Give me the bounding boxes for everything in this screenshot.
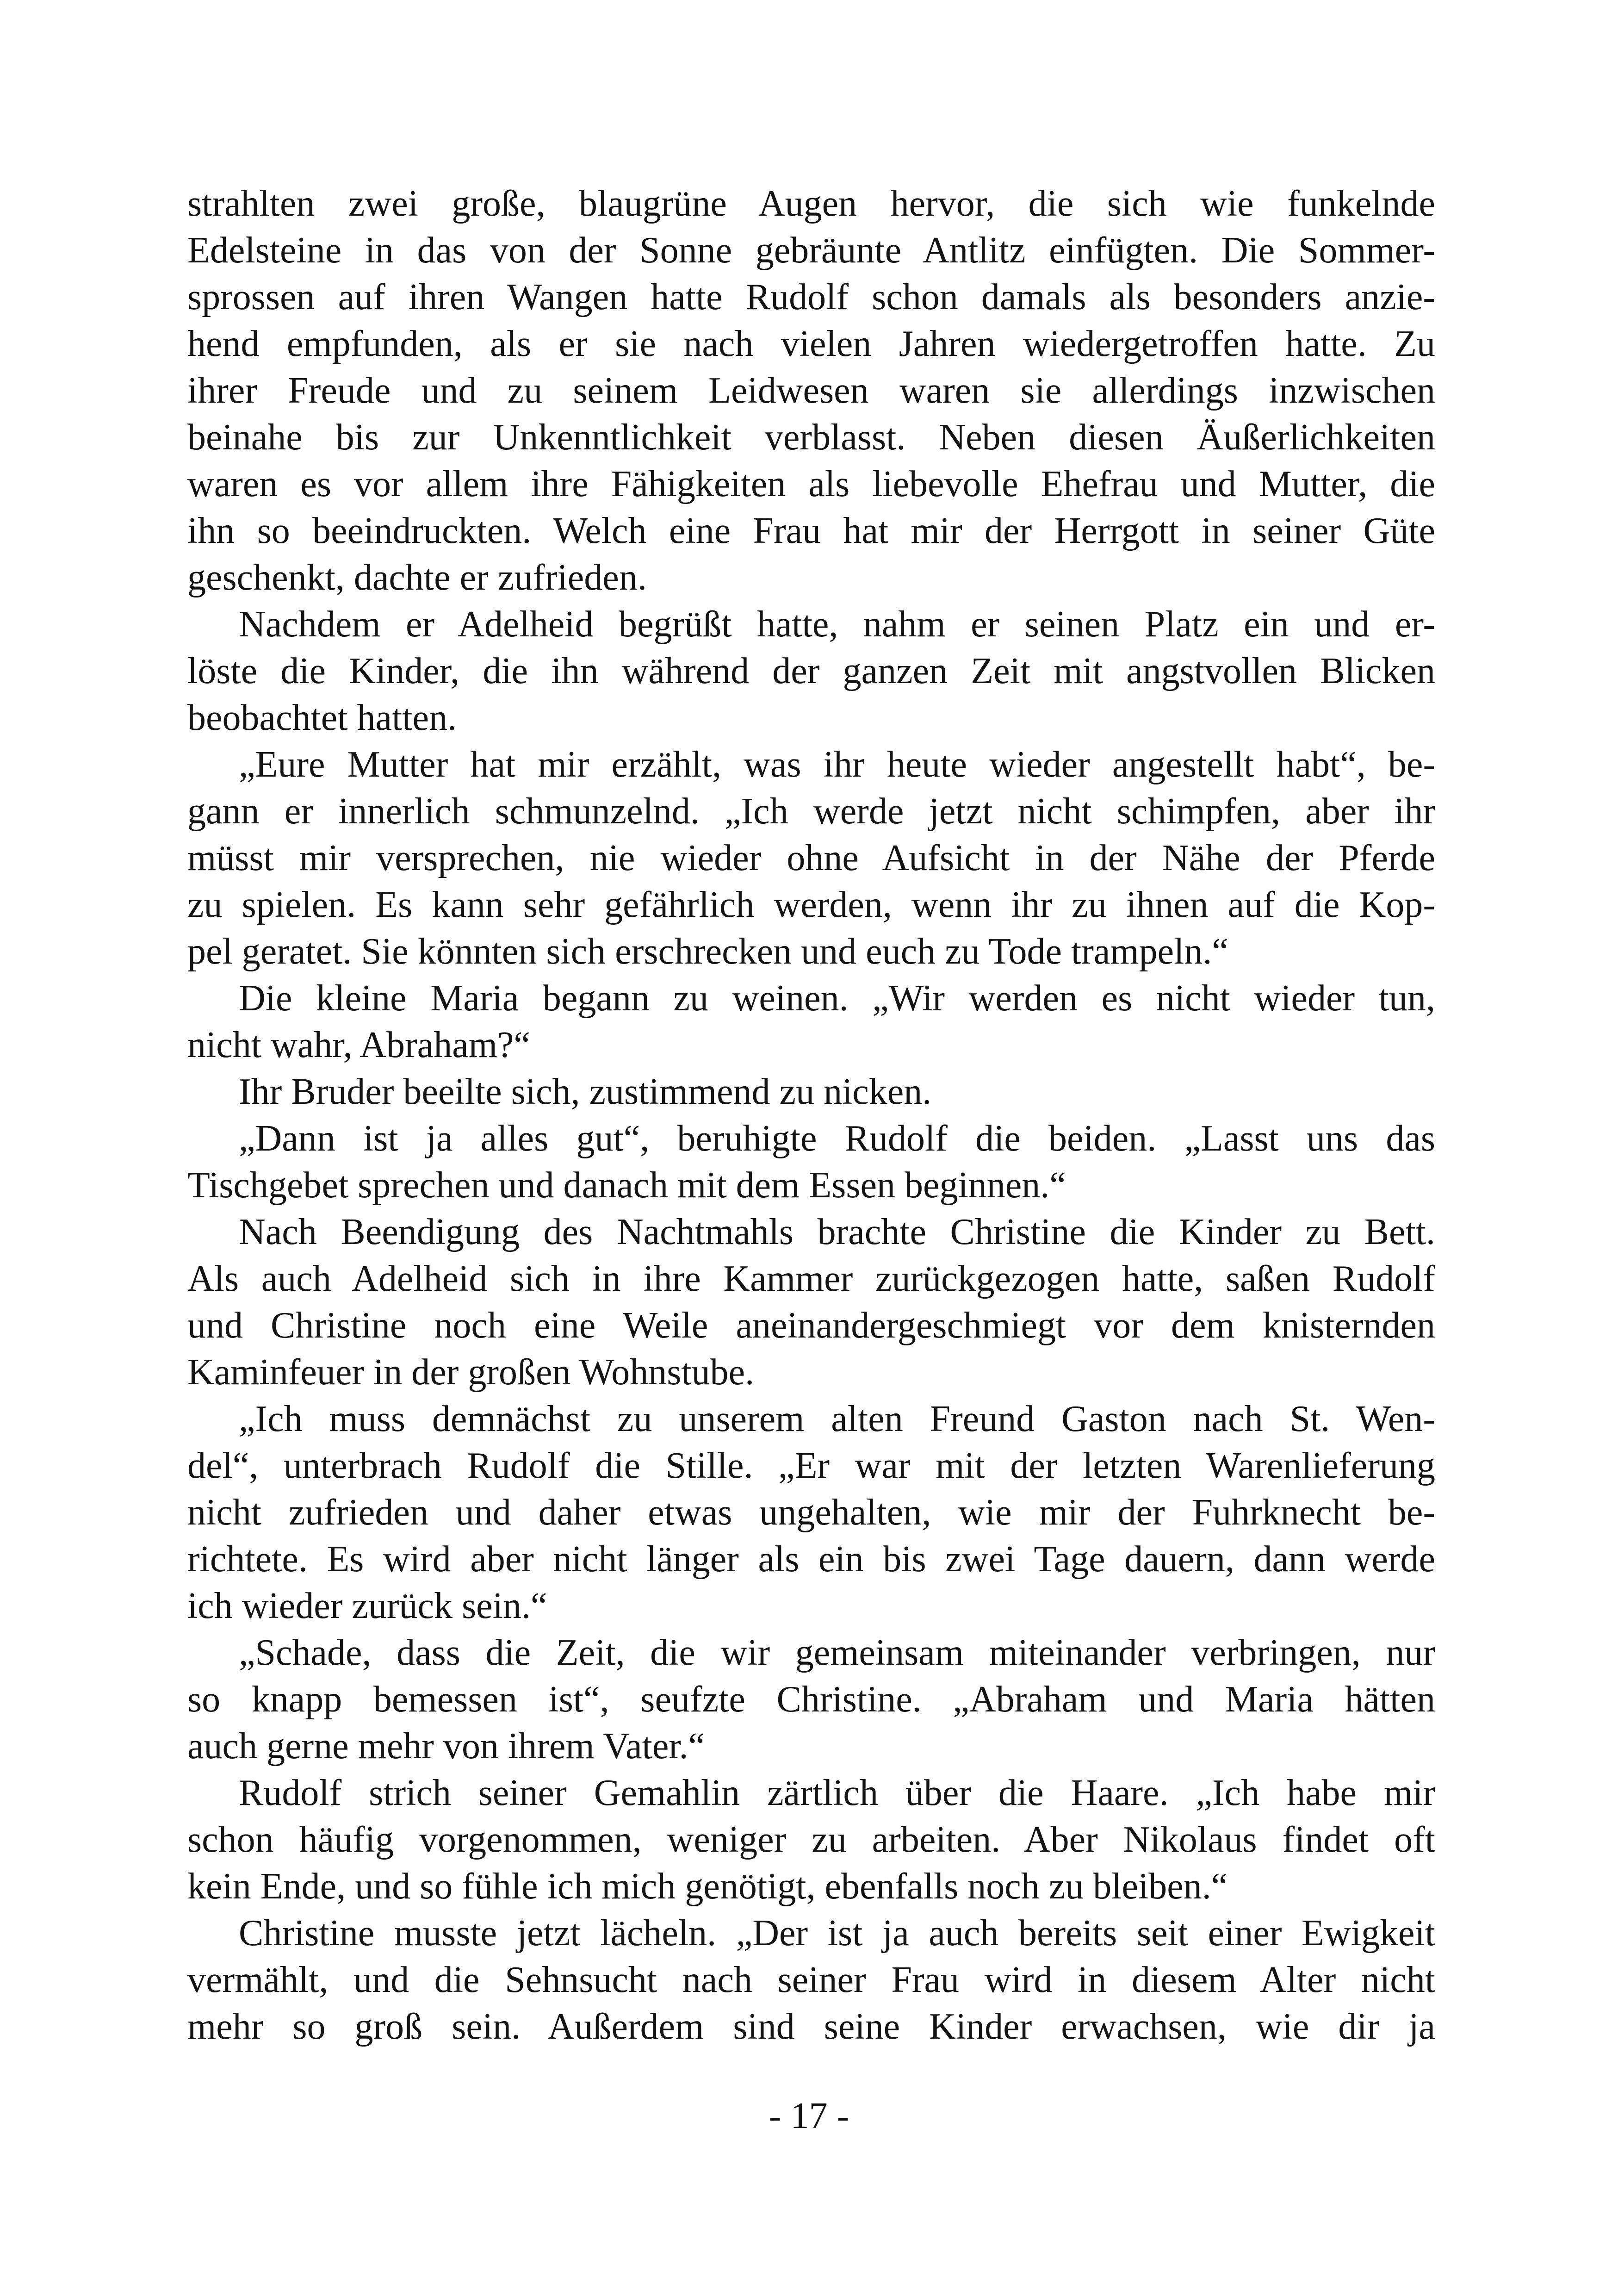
page-number: - 17 - [769, 2096, 849, 2136]
text-line: Als auch Adelheid sich in ihre Kammer zurückgezogen hatte, saßen Rudolf [187, 1258, 1435, 1299]
text-line: „Eure Mutter hat mir erzählt, was ihr heute wieder angestellt habt“, be- [239, 744, 1435, 785]
text-line: pel geratet. Sie könnten sich erschrecken und euch zu Tode trampeln.“ [187, 931, 1228, 972]
text-line: Christine musste jetzt lächeln. „Der ist ja auch bereits seit einer Ewigkeit [239, 1913, 1435, 1954]
text-line: kein Ende, und so fühle ich mich genötigt, ebenfalls noch zu bleiben.“ [187, 1866, 1228, 1907]
text-line: ihn so beeindruckten. Welch eine Frau hat mir der Herrgott in seiner Güte [187, 510, 1435, 551]
text-line: nicht wahr, Abraham?“ [187, 1025, 530, 1065]
text-line: beinahe bis zur Unkenntlichkeit verblasst. Neben diesen Äußerlichkeiten [187, 417, 1435, 458]
text-line: „Schade, dass die Zeit, die wir gemeinsam miteinander verbringen, nur [239, 1632, 1435, 1673]
text-line: geschenkt, dachte er zufrieden. [187, 557, 647, 598]
text-line: Nach Beendigung des Nachtmahls brachte Christine die Kinder zu Bett. [239, 1212, 1435, 1252]
text-line: beobachtet hatten. [187, 697, 457, 738]
text-line: müsst mir versprechen, nie wieder ohne Aufsicht in der Nähe der Pferde [187, 838, 1435, 878]
text-line: „Dann ist ja alles gut“, beruhigte Rudolf die beiden. „Lasst uns das [239, 1118, 1435, 1159]
text-line: Nachdem er Adelheid begrüßt hatte, nahm er seinen Platz ein und er- [239, 604, 1435, 645]
text-line: Tischgebet sprechen und danach mit dem Essen beginnen.“ [187, 1165, 1066, 1206]
text-line: strahlten zwei große, blaugrüne Augen hervor, die sich wie funkelnde [187, 183, 1435, 224]
text-line: Die kleine Maria begann zu weinen. „Wir werden es nicht wieder tun, [239, 978, 1435, 1019]
text-line: waren es vor allem ihre Fähigkeiten als liebevolle Ehefrau und Mutter, die [187, 464, 1435, 504]
text-line: auch gerne mehr von ihrem Vater.“ [187, 1726, 705, 1767]
text-line: schon häufig vorgenommen, weniger zu arbeiten. Aber Nikolaus findet oft [187, 1819, 1435, 1860]
text-line: ihrer Freude und zu seinem Leidwesen waren sie allerdings inzwischen [187, 370, 1435, 411]
text-line: ich wieder zurück sein.“ [187, 1586, 547, 1626]
text-line: vermählt, und die Sehnsucht nach seiner Frau wird in diesem Alter nicht [187, 1960, 1435, 2000]
text-line: hend empfunden, als er sie nach vielen Jahren wiedergetroffen hatte. Zu [187, 324, 1435, 364]
text-line: so knapp bemessen ist“, seufzte Christine. „Abraham und Maria hätten [187, 1679, 1435, 1720]
text-line: Edelsteine in das von der Sonne gebräunte Antlitz einfügten. Die Sommer- [187, 230, 1435, 271]
text-line: „Ich muss demnächst zu unserem alten Freund Gaston nach St. Wen- [239, 1399, 1435, 1439]
text-line: richtete. Es wird aber nicht länger als ein bis zwei Tage dauern, dann werde [187, 1539, 1435, 1580]
text-line: zu spielen. Es kann sehr gefährlich werden, wenn ihr zu ihnen auf die Kop- [187, 884, 1435, 925]
text-line: gann er innerlich schmunzelnd. „Ich werde jetzt nicht schimpfen, aber ihr [187, 791, 1435, 832]
text-line: mehr so groß sein. Außerdem sind seine Kinder erwachsen, wie dir ja [187, 2006, 1435, 2047]
text-line: löste die Kinder, die ihn während der ganzen Zeit mit angstvollen Blicken [187, 651, 1435, 691]
text-line: Rudolf strich seiner Gemahlin zärtlich über die Haare. „Ich habe mir [239, 1773, 1435, 1813]
text-line: Kaminfeuer in der großen Wohnstube. [187, 1352, 755, 1393]
text-line: del“, unterbrach Rudolf die Stille. „Er war mit der letzten Warenlieferung [187, 1445, 1435, 1486]
text-line: nicht zufrieden und daher etwas ungehalten, wie mir der Fuhrknecht be- [187, 1492, 1435, 1533]
text-line: und Christine noch eine Weile aneinandergeschmiegt vor dem knisternden [187, 1305, 1435, 1346]
text-line: Ihr Bruder beeilte sich, zustimmend zu nicken. [239, 1071, 932, 1112]
text-line: sprossen auf ihren Wangen hatte Rudolf schon damals als besonders anzie- [187, 277, 1435, 317]
